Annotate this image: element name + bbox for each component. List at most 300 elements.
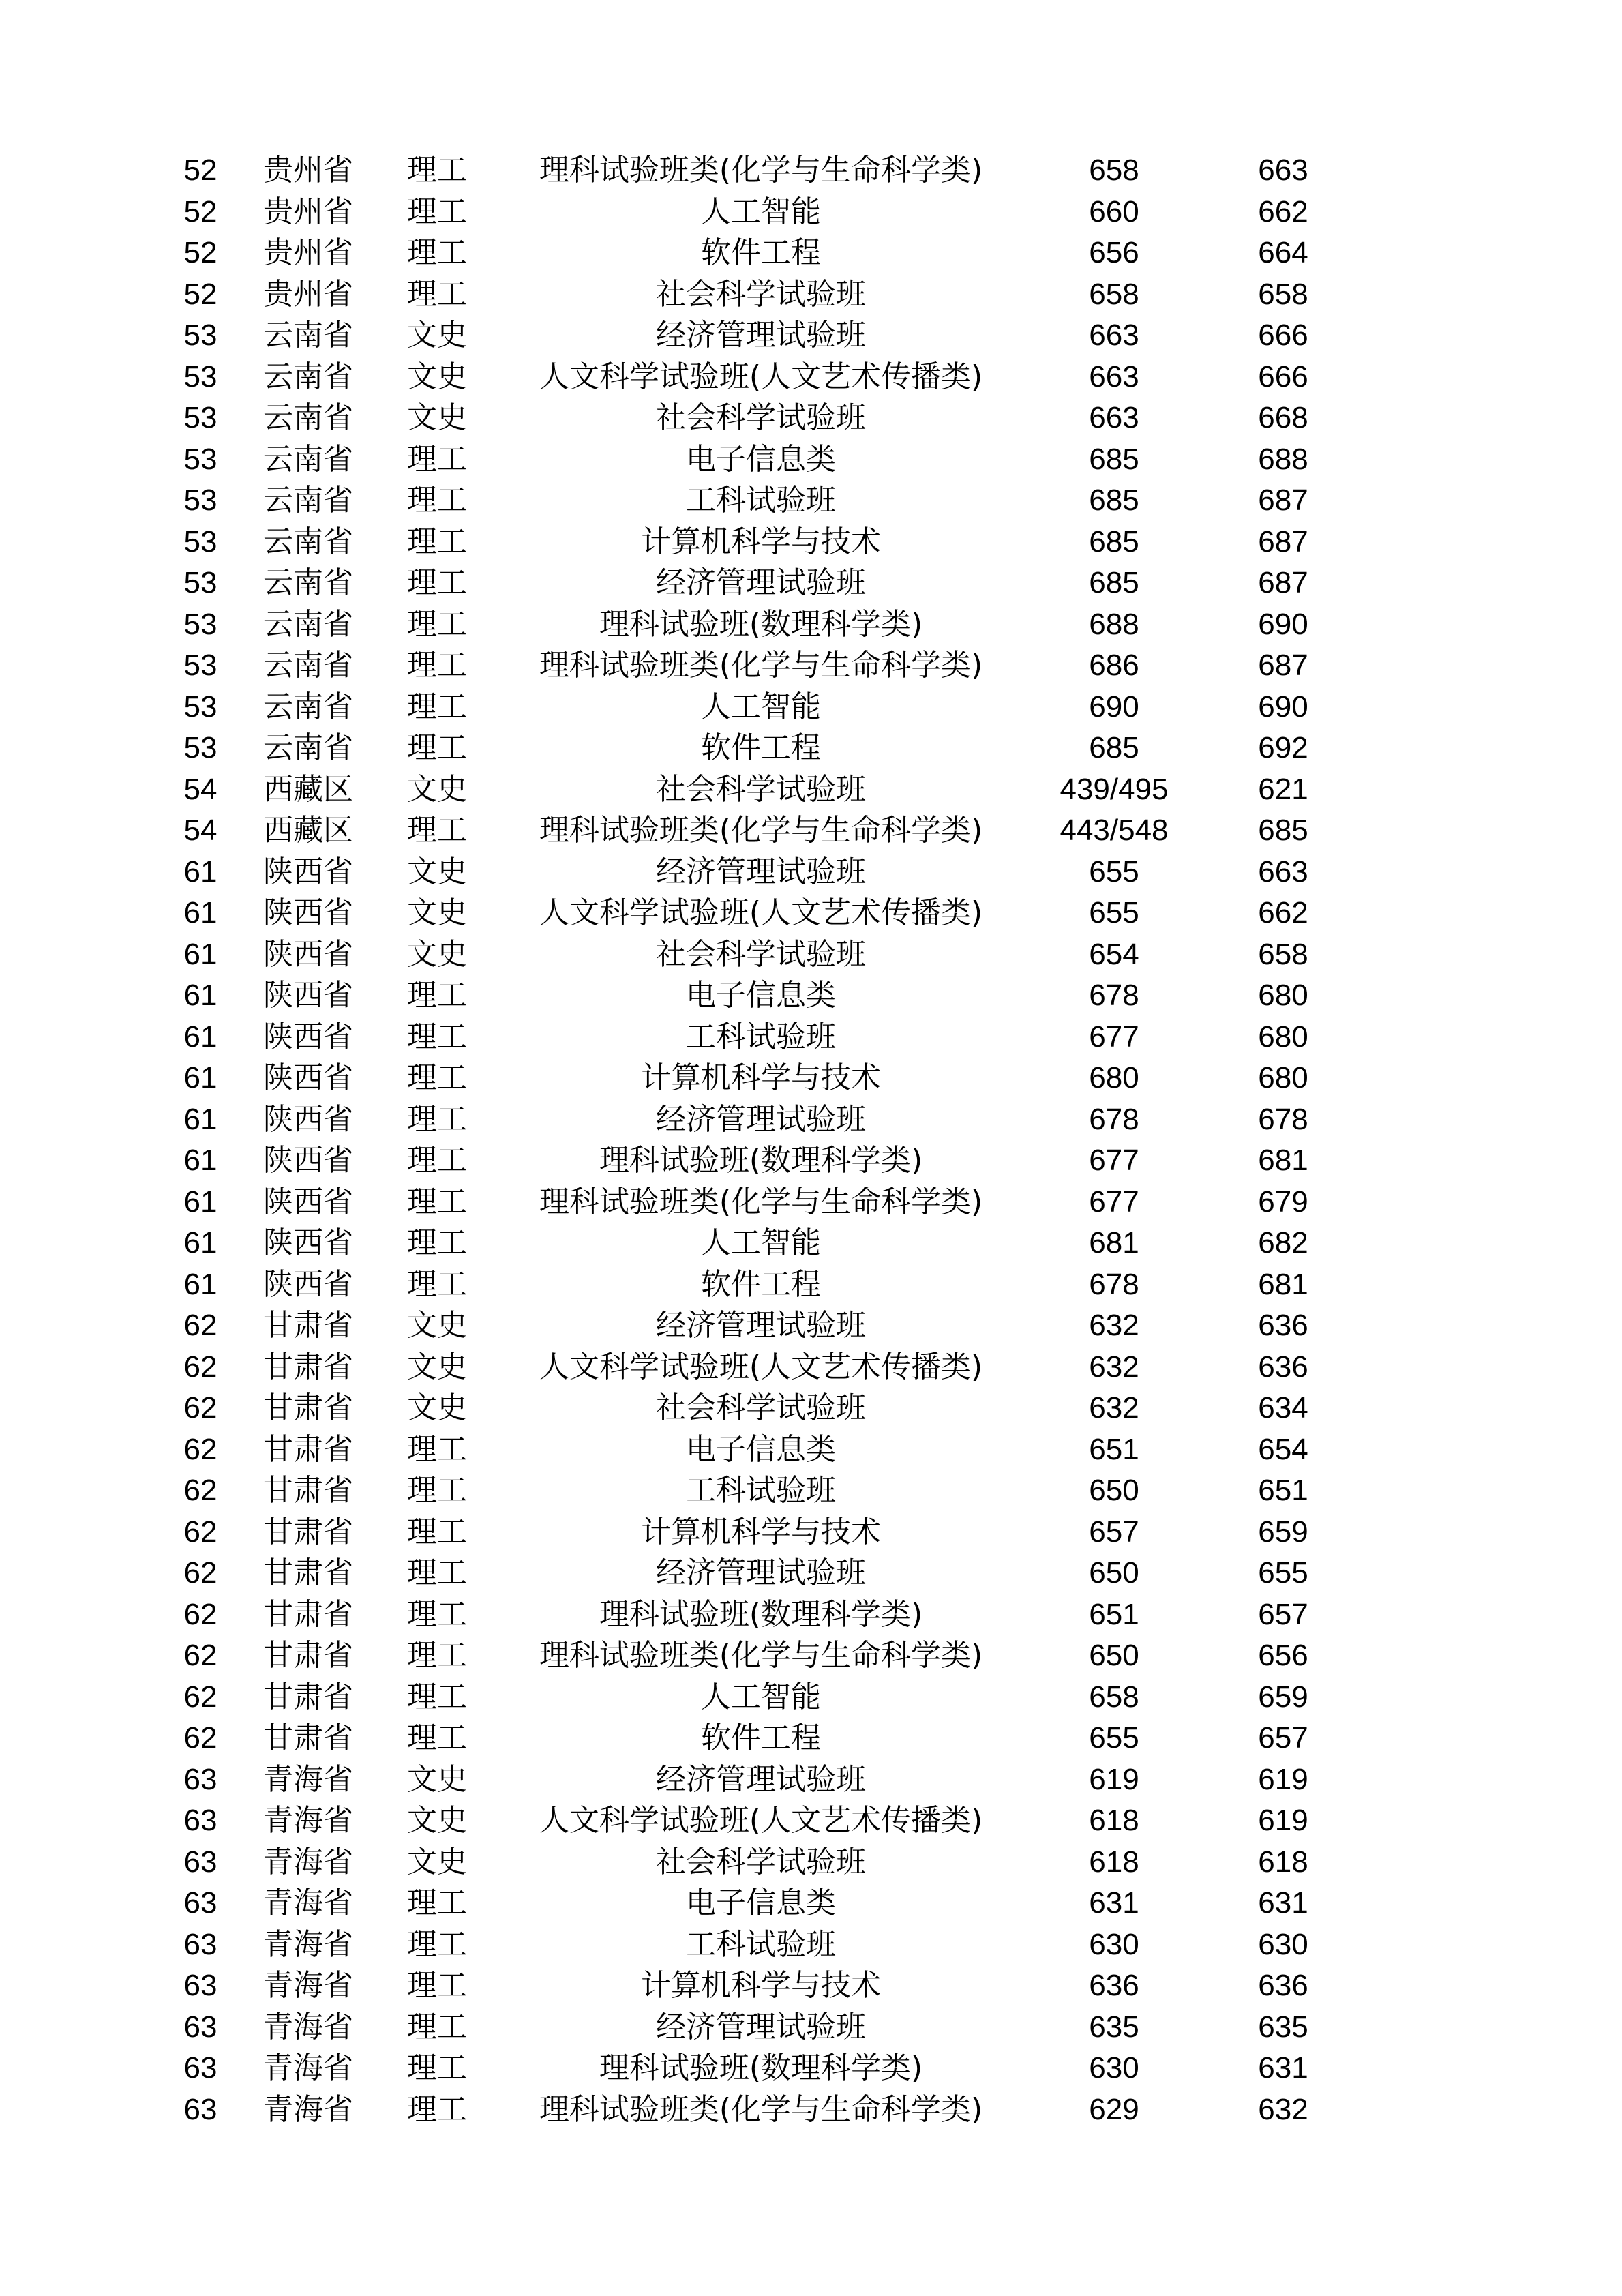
max-score-cell: 682 [1258, 1226, 1308, 1260]
province-cell: 甘肃省 [263, 1638, 353, 1673]
table-row [158, 728, 1392, 769]
max-score-cell: 655 [1258, 1556, 1308, 1590]
category-cell: 理工 [407, 235, 467, 271]
province-code-cell: 62 [183, 1350, 217, 1384]
province-code-cell: 52 [183, 236, 217, 270]
province-code-cell: 61 [183, 1226, 217, 1260]
max-score-cell: 680 [1258, 979, 1308, 1013]
province-cell: 甘肃省 [263, 1679, 353, 1714]
table-row [158, 604, 1392, 646]
min-score-cell: 619 [1089, 1762, 1139, 1796]
table-row [158, 1182, 1392, 1223]
province-code-cell: 61 [183, 979, 217, 1013]
max-score-cell: 664 [1258, 236, 1308, 270]
major-cell: 经济管理试验班 [656, 1308, 866, 1343]
min-score-cell: 655 [1089, 896, 1139, 930]
min-score-cell: 655 [1089, 1721, 1139, 1755]
category-cell: 理工 [407, 813, 467, 848]
table-row [158, 1512, 1392, 1553]
major-cell: 社会科学试验班 [656, 276, 866, 312]
max-score-cell: 678 [1258, 1102, 1308, 1136]
table-row [158, 1635, 1392, 1677]
table-row [158, 1883, 1392, 1924]
major-cell: 经济管理试验班 [656, 1101, 866, 1137]
table-row [158, 1677, 1392, 1718]
max-score-cell: 636 [1258, 1309, 1308, 1343]
province-cell: 青海省 [263, 2091, 353, 2127]
province-cell: 陕西省 [263, 1101, 353, 1137]
major-cell: 人文科学试验班(人文艺术传播类) [539, 1803, 983, 1838]
table-row [158, 1924, 1392, 1966]
table-row [158, 522, 1392, 563]
category-cell: 文史 [407, 895, 467, 931]
min-score-cell: 660 [1089, 194, 1139, 228]
table-row [158, 1594, 1392, 1636]
major-cell: 理科试验班类(化学与生命科学类) [539, 1184, 983, 1219]
major-cell: 经济管理试验班 [656, 2009, 866, 2044]
table-row [158, 1429, 1392, 1471]
category-cell: 理工 [407, 483, 467, 518]
major-cell: 人文科学试验班(人文艺术传播类) [539, 1349, 983, 1384]
major-cell: 理科试验班(数理科学类) [599, 1143, 923, 1178]
province-cell: 云南省 [263, 483, 353, 518]
min-score-cell: 656 [1089, 236, 1139, 270]
major-cell: 人工智能 [701, 689, 821, 724]
major-cell: 经济管理试验班 [656, 854, 866, 889]
major-cell: 理科试验班类(化学与生命科学类) [539, 1638, 983, 1673]
province-code-cell: 61 [183, 896, 217, 930]
province-cell: 甘肃省 [263, 1349, 353, 1384]
max-score-cell: 687 [1258, 566, 1308, 600]
province-code-cell: 62 [183, 1639, 217, 1673]
min-score-cell: 678 [1089, 979, 1139, 1013]
category-cell: 文史 [407, 1844, 467, 1879]
min-score-cell: 629 [1089, 2092, 1139, 2126]
min-score-cell: 658 [1089, 1680, 1139, 1714]
province-code-cell: 53 [183, 442, 217, 476]
province-code-cell: 62 [183, 1597, 217, 1631]
category-cell: 理工 [407, 565, 467, 601]
category-cell: 理工 [407, 1638, 467, 1673]
province-code-cell: 54 [183, 772, 217, 806]
max-score-cell: 680 [1258, 1061, 1308, 1095]
province-cell: 贵州省 [263, 235, 353, 271]
min-score-cell: 685 [1089, 524, 1139, 558]
province-code-cell: 52 [183, 153, 217, 188]
table-row [158, 893, 1392, 934]
max-score-cell: 662 [1258, 194, 1308, 228]
table-row [158, 1470, 1392, 1512]
province-code-cell: 54 [183, 814, 217, 848]
category-cell: 文史 [407, 1761, 467, 1797]
province-cell: 西藏区 [263, 813, 353, 848]
province-cell: 云南省 [263, 318, 353, 353]
max-score-cell: 635 [1258, 2010, 1308, 2044]
min-score-cell: 677 [1089, 1184, 1139, 1219]
province-cell: 青海省 [263, 1926, 353, 1962]
major-cell: 电子信息类 [686, 1431, 836, 1467]
province-cell: 甘肃省 [263, 1514, 353, 1549]
max-score-cell: 631 [1258, 2051, 1308, 2085]
category-cell: 理工 [407, 978, 467, 1013]
major-cell: 计算机科学与技术 [641, 1514, 881, 1549]
table-row [158, 645, 1392, 687]
max-score-cell: 692 [1258, 731, 1308, 765]
min-score-cell: 677 [1089, 1144, 1139, 1178]
province-cell: 贵州省 [263, 276, 353, 312]
province-code-cell: 53 [183, 731, 217, 765]
table-row [158, 934, 1392, 976]
table-row [158, 1718, 1392, 1759]
province-cell: 甘肃省 [263, 1596, 353, 1632]
table-row [158, 810, 1392, 852]
province-cell: 青海省 [263, 2009, 353, 2044]
category-cell: 理工 [407, 1720, 467, 1756]
min-score-cell: 680 [1089, 1061, 1139, 1095]
max-score-cell: 630 [1258, 1927, 1308, 1961]
province-cell: 青海省 [263, 1761, 353, 1797]
min-score-cell: 650 [1089, 1474, 1139, 1508]
min-score-cell: 685 [1089, 442, 1139, 476]
province-cell: 甘肃省 [263, 1555, 353, 1591]
category-cell: 文史 [407, 1349, 467, 1384]
province-cell: 贵州省 [263, 153, 353, 188]
province-code-cell: 61 [183, 1267, 217, 1301]
category-cell: 理工 [407, 1184, 467, 1219]
major-cell: 社会科学试验班 [656, 400, 866, 436]
category-cell: 理工 [407, 1431, 467, 1467]
min-score-cell: 651 [1089, 1597, 1139, 1631]
province-cell: 陕西省 [263, 936, 353, 972]
category-cell: 理工 [407, 730, 467, 766]
max-score-cell: 685 [1258, 814, 1308, 848]
major-cell: 工科试验班 [686, 1473, 836, 1508]
table-row [158, 1759, 1392, 1801]
category-cell: 文史 [407, 771, 467, 807]
min-score-cell: 686 [1089, 648, 1139, 683]
province-code-cell: 63 [183, 2092, 217, 2126]
province-code-cell: 61 [183, 1019, 217, 1054]
province-code-cell: 53 [183, 566, 217, 600]
category-cell: 理工 [407, 1473, 467, 1508]
major-cell: 计算机科学与技术 [641, 1968, 881, 2003]
category-cell: 理工 [407, 1596, 467, 1632]
category-cell: 文史 [407, 1803, 467, 1838]
min-score-cell: 655 [1089, 854, 1139, 889]
table-row [158, 1058, 1392, 1099]
table-row [158, 150, 1392, 192]
province-cell: 青海省 [263, 1968, 353, 2003]
province-code-cell: 53 [183, 401, 217, 435]
table-row [158, 2089, 1392, 2131]
province-code-cell: 62 [183, 1680, 217, 1714]
max-score-cell: 634 [1258, 1391, 1308, 1425]
max-score-cell: 663 [1258, 854, 1308, 889]
table-row [158, 687, 1392, 728]
category-cell: 理工 [407, 1885, 467, 1921]
province-cell: 云南省 [263, 565, 353, 601]
max-score-cell: 656 [1258, 1639, 1308, 1673]
province-code-cell: 61 [183, 1184, 217, 1219]
max-score-cell: 632 [1258, 2092, 1308, 2126]
min-score-cell: 685 [1089, 731, 1139, 765]
province-code-cell: 62 [183, 1309, 217, 1343]
category-cell: 理工 [407, 1926, 467, 1962]
category-cell: 理工 [407, 153, 467, 188]
major-cell: 软件工程 [701, 730, 821, 766]
max-score-cell: 659 [1258, 1515, 1308, 1549]
table-row [158, 563, 1392, 604]
province-cell: 陕西省 [263, 1225, 353, 1261]
major-cell: 软件工程 [701, 1266, 821, 1302]
table-row [158, 1553, 1392, 1594]
min-score-cell: 631 [1089, 1886, 1139, 1920]
max-score-cell: 657 [1258, 1597, 1308, 1631]
max-score-cell: 651 [1258, 1474, 1308, 1508]
table-row [158, 1388, 1392, 1429]
max-score-cell: 631 [1258, 1886, 1308, 1920]
province-cell: 云南省 [263, 359, 353, 394]
min-score-cell: 677 [1089, 1019, 1139, 1054]
province-code-cell: 63 [183, 2051, 217, 2085]
max-score-cell: 636 [1258, 1969, 1308, 2003]
min-score-cell: 685 [1089, 566, 1139, 600]
major-cell: 计算机科学与技术 [641, 524, 881, 559]
province-cell: 甘肃省 [263, 1308, 353, 1343]
province-cell: 甘肃省 [263, 1473, 353, 1508]
province-cell: 甘肃省 [263, 1720, 353, 1756]
category-cell: 文史 [407, 1390, 467, 1426]
category-cell: 文史 [407, 400, 467, 436]
table-row [158, 1140, 1392, 1182]
category-cell: 理工 [407, 441, 467, 477]
province-cell: 云南省 [263, 689, 353, 724]
province-code-cell: 62 [183, 1556, 217, 1590]
table-row [158, 439, 1392, 481]
category-cell: 理工 [407, 2009, 467, 2044]
province-code-cell: 61 [183, 937, 217, 971]
min-score-cell: 632 [1089, 1350, 1139, 1384]
province-code-cell: 63 [183, 1886, 217, 1920]
max-score-cell: 687 [1258, 648, 1308, 683]
category-cell: 理工 [407, 1679, 467, 1714]
category-cell: 理工 [407, 524, 467, 559]
max-score-cell: 619 [1258, 1762, 1308, 1796]
min-score-cell: 630 [1089, 2051, 1139, 2085]
category-cell: 理工 [407, 1514, 467, 1549]
table-row [158, 1099, 1392, 1141]
major-cell: 理科试验班(数理科学类) [599, 1596, 923, 1632]
province-code-cell: 63 [183, 1927, 217, 1961]
max-score-cell: 681 [1258, 1267, 1308, 1301]
min-score-cell: 651 [1089, 1432, 1139, 1466]
category-cell: 理工 [407, 1266, 467, 1302]
max-score-cell: 621 [1258, 772, 1308, 806]
min-score-cell: 618 [1089, 1804, 1139, 1838]
category-cell: 理工 [407, 648, 467, 683]
province-code-cell: 63 [183, 1804, 217, 1838]
max-score-cell: 663 [1258, 153, 1308, 188]
province-cell: 陕西省 [263, 895, 353, 931]
major-cell: 工科试验班 [686, 1926, 836, 1962]
province-cell: 陕西省 [263, 1184, 353, 1219]
province-cell: 陕西省 [263, 1266, 353, 1302]
min-score-cell: 636 [1089, 1969, 1139, 2003]
table-row [158, 1965, 1392, 2007]
major-cell: 理科试验班类(化学与生命科学类) [539, 2091, 983, 2127]
max-score-cell: 687 [1258, 483, 1308, 518]
major-cell: 理科试验班类(化学与生命科学类) [539, 153, 983, 188]
table-row [158, 357, 1392, 398]
max-score-cell: 636 [1258, 1350, 1308, 1384]
major-cell: 软件工程 [701, 1720, 821, 1756]
max-score-cell: 658 [1258, 937, 1308, 971]
category-cell: 文史 [407, 854, 467, 889]
province-code-cell: 62 [183, 1432, 217, 1466]
province-code-cell: 63 [183, 1969, 217, 2003]
category-cell: 理工 [407, 194, 467, 229]
max-score-cell: 681 [1258, 1144, 1308, 1178]
min-score-cell: 688 [1089, 607, 1139, 641]
major-cell: 社会科学试验班 [656, 1390, 866, 1426]
province-cell: 云南省 [263, 441, 353, 477]
max-score-cell: 666 [1258, 318, 1308, 353]
major-cell: 社会科学试验班 [656, 936, 866, 972]
min-score-cell: 635 [1089, 2010, 1139, 2044]
max-score-cell: 687 [1258, 524, 1308, 558]
table-row [158, 274, 1392, 316]
province-code-cell: 63 [183, 1845, 217, 1879]
province-code-cell: 61 [183, 1102, 217, 1136]
province-cell: 陕西省 [263, 978, 353, 1013]
province-code-cell: 53 [183, 483, 217, 518]
province-cell: 贵州省 [263, 194, 353, 229]
major-cell: 工科试验班 [686, 483, 836, 518]
major-cell: 社会科学试验班 [656, 771, 866, 807]
major-cell: 人文科学试验班(人文艺术传播类) [539, 359, 983, 394]
category-cell: 理工 [407, 1968, 467, 2003]
min-score-cell: 663 [1089, 401, 1139, 435]
min-score-cell: 443/548 [1060, 814, 1169, 848]
major-cell: 工科试验班 [686, 1019, 836, 1054]
max-score-cell: 679 [1258, 1184, 1308, 1219]
category-cell: 理工 [407, 2051, 467, 2086]
province-code-cell: 53 [183, 359, 217, 393]
admission-scores-table [158, 150, 1392, 2130]
province-cell: 云南省 [263, 400, 353, 436]
min-score-cell: 663 [1089, 318, 1139, 353]
major-cell: 社会科学试验班 [656, 1844, 866, 1879]
table-row [158, 1842, 1392, 1883]
max-score-cell: 666 [1258, 359, 1308, 393]
table-row [158, 2007, 1392, 2048]
max-score-cell: 659 [1258, 1680, 1308, 1714]
category-cell: 文史 [407, 936, 467, 972]
major-cell: 理科试验班类(化学与生命科学类) [539, 648, 983, 683]
major-cell: 人工智能 [701, 1225, 821, 1261]
min-score-cell: 439/495 [1060, 772, 1169, 806]
table-row [158, 852, 1392, 893]
province-cell: 陕西省 [263, 1060, 353, 1096]
province-code-cell: 53 [183, 318, 217, 353]
table-row [158, 192, 1392, 233]
major-cell: 电子信息类 [686, 441, 836, 477]
min-score-cell: 678 [1089, 1267, 1139, 1301]
major-cell: 人工智能 [701, 1679, 821, 1714]
min-score-cell: 650 [1089, 1639, 1139, 1673]
major-cell: 电子信息类 [686, 1885, 836, 1921]
min-score-cell: 658 [1089, 153, 1139, 188]
category-cell: 理工 [407, 1019, 467, 1054]
category-cell: 文史 [407, 1308, 467, 1343]
table-row [158, 1305, 1392, 1347]
province-code-cell: 63 [183, 2010, 217, 2044]
province-cell: 陕西省 [263, 1143, 353, 1178]
min-score-cell: 630 [1089, 1927, 1139, 1961]
major-cell: 理科试验班类(化学与生命科学类) [539, 813, 983, 848]
min-score-cell: 685 [1089, 483, 1139, 518]
province-code-cell: 53 [183, 689, 217, 724]
min-score-cell: 657 [1089, 1515, 1139, 1549]
category-cell: 文史 [407, 318, 467, 353]
max-score-cell: 618 [1258, 1845, 1308, 1879]
province-code-cell: 62 [183, 1515, 217, 1549]
max-score-cell: 690 [1258, 689, 1308, 724]
province-cell: 甘肃省 [263, 1431, 353, 1467]
major-cell: 人文科学试验班(人文艺术传播类) [539, 895, 983, 931]
major-cell: 经济管理试验班 [656, 1555, 866, 1591]
category-cell: 理工 [407, 276, 467, 312]
province-code-cell: 62 [183, 1721, 217, 1755]
category-cell: 文史 [407, 359, 467, 394]
major-cell: 经济管理试验班 [656, 1761, 866, 1797]
province-cell: 陕西省 [263, 1019, 353, 1054]
table-row [158, 315, 1392, 357]
min-score-cell: 650 [1089, 1556, 1139, 1590]
table-row [158, 398, 1392, 439]
max-score-cell: 619 [1258, 1804, 1308, 1838]
table-row [158, 1264, 1392, 1306]
province-code-cell: 62 [183, 1474, 217, 1508]
province-cell: 青海省 [263, 1885, 353, 1921]
province-cell: 西藏区 [263, 771, 353, 807]
table-row [158, 1347, 1392, 1388]
min-score-cell: 658 [1089, 277, 1139, 311]
province-code-cell: 62 [183, 1391, 217, 1425]
category-cell: 理工 [407, 2091, 467, 2127]
min-score-cell: 690 [1089, 689, 1139, 724]
major-cell: 人工智能 [701, 194, 821, 229]
province-cell: 青海省 [263, 2051, 353, 2086]
category-cell: 理工 [407, 606, 467, 642]
table-row [158, 2048, 1392, 2089]
major-cell: 经济管理试验班 [656, 565, 866, 601]
province-cell: 青海省 [263, 1803, 353, 1838]
major-cell: 电子信息类 [686, 978, 836, 1013]
max-score-cell: 654 [1258, 1432, 1308, 1466]
category-cell: 理工 [407, 1555, 467, 1591]
province-code-cell: 63 [183, 1762, 217, 1796]
max-score-cell: 662 [1258, 896, 1308, 930]
table-row [158, 975, 1392, 1017]
province-cell: 甘肃省 [263, 1390, 353, 1426]
province-code-cell: 53 [183, 524, 217, 558]
province-code-cell: 52 [183, 277, 217, 311]
province-code-cell: 52 [183, 194, 217, 228]
province-code-cell: 53 [183, 607, 217, 641]
max-score-cell: 690 [1258, 607, 1308, 641]
table-row [158, 1017, 1392, 1058]
